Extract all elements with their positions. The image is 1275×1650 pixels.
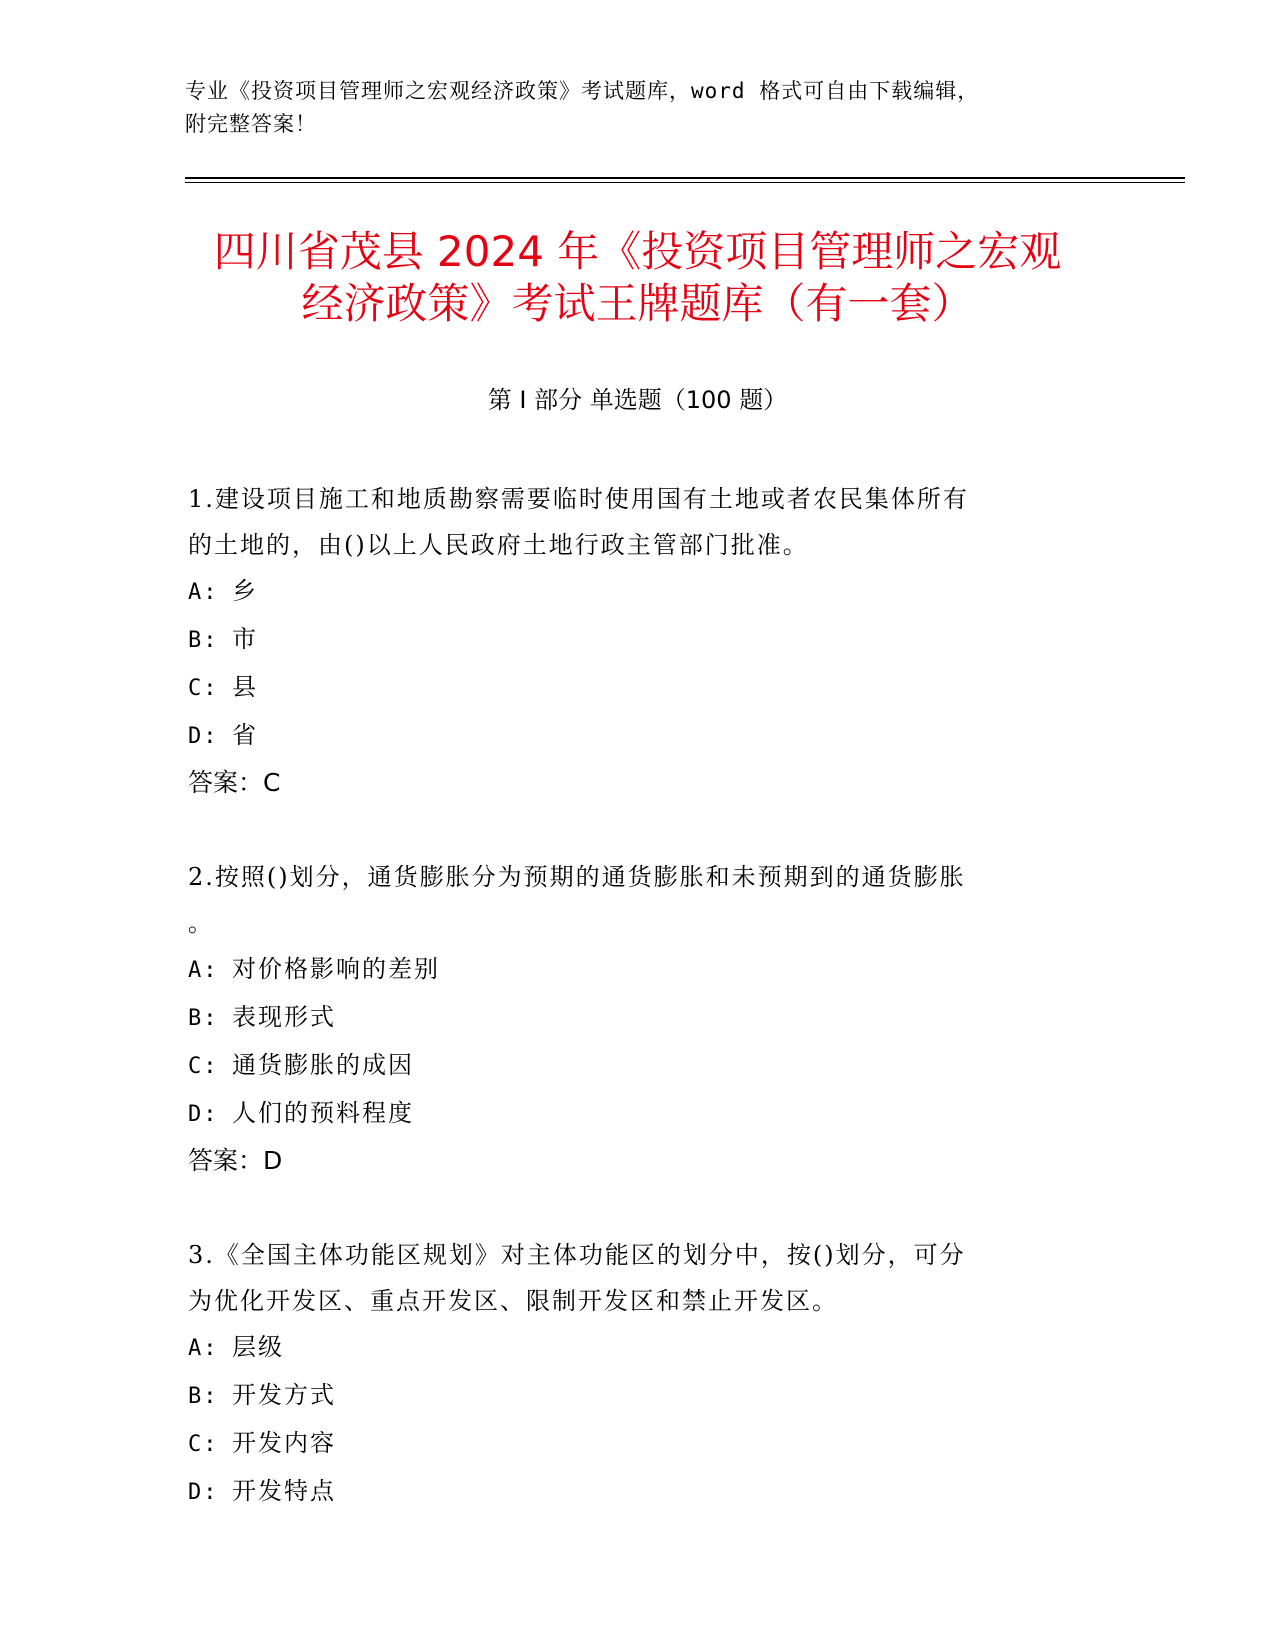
question-2: [188, 854, 1068, 1184]
option-c: [188, 664, 1068, 712]
question-stem-line: 1.建设项目施工和地质勘察需要临时使用国有土地或者农民集体所有: [188, 485, 969, 513]
option-key: A:: [188, 1336, 219, 1361]
question-stem-line: 为优化开发区、重点开发区、限制开发区和禁止开发区。: [188, 1287, 838, 1315]
option-key: C:: [188, 1432, 219, 1457]
option-key: C:: [188, 1054, 219, 1079]
option-key: C:: [188, 676, 219, 701]
option-key: A:: [188, 958, 219, 983]
intro-text: [185, 75, 1085, 141]
option-text: 人们的预料程度: [232, 1099, 414, 1127]
title-line-1: 四川省茂县 2024 年《投资项目管理师之宏观: [213, 227, 1062, 276]
option-text: 乡: [232, 577, 258, 605]
option-a: [188, 568, 1068, 616]
option-key: D:: [188, 1480, 219, 1505]
option-d: [188, 1468, 1068, 1516]
option-key: B:: [188, 1006, 219, 1031]
option-text: 开发内容: [232, 1429, 336, 1457]
option-b: [188, 994, 1068, 1042]
question-stem-line: 2.按照()划分，通货膨胀分为预期的通货膨胀和未预期到的通货膨胀: [188, 863, 966, 891]
question-list: [188, 476, 1068, 1564]
option-text: 开发特点: [232, 1477, 336, 1505]
option-a: [188, 946, 1068, 994]
question-1: [188, 476, 1068, 806]
option-d: [188, 1090, 1068, 1138]
answer-line: 答案：D: [188, 1146, 283, 1175]
question-stem-line: 。: [188, 909, 214, 937]
option-c: [188, 1042, 1068, 1090]
option-text: 县: [232, 673, 258, 701]
header-divider-thick: [185, 177, 1185, 179]
option-key: D:: [188, 1102, 219, 1127]
option-text: 通货膨胀的成因: [232, 1051, 414, 1079]
intro-line-1: 专业《投资项目管理师之宏观经济政策》考试题库，word 格式可自由下载编辑，: [185, 79, 980, 103]
option-key: B:: [188, 628, 219, 653]
option-text: 开发方式: [232, 1381, 336, 1409]
option-key: B:: [188, 1384, 219, 1409]
option-d: [188, 712, 1068, 760]
option-text: 对价格影响的差别: [232, 955, 440, 983]
option-a: [188, 1324, 1068, 1372]
option-text: 市: [232, 625, 258, 653]
option-text: 省: [232, 721, 258, 749]
document-title: [150, 226, 1125, 330]
option-text: 表现形式: [232, 1003, 336, 1031]
option-key: D:: [188, 724, 219, 749]
question-stem-line: 3.《全国主体功能区规划》对主体功能区的划分中，按()划分，可分: [188, 1241, 966, 1269]
answer-line: 答案：C: [188, 768, 281, 797]
option-c: [188, 1420, 1068, 1468]
option-b: [188, 616, 1068, 664]
title-line-2: 经济政策》考试王牌题库（有一套）: [301, 279, 974, 328]
header-divider-thin: [185, 182, 1185, 183]
option-b: [188, 1372, 1068, 1420]
option-text: 层级: [232, 1333, 284, 1361]
option-key: A:: [188, 580, 219, 605]
question-3: [188, 1232, 1068, 1516]
section-heading: 第 I 部分 单选题（100 题）: [487, 386, 788, 414]
intro-line-2: 附完整答案！: [185, 112, 317, 136]
question-stem-line: 的土地的，由()以上人民政府土地行政主管部门批准。: [188, 531, 809, 559]
